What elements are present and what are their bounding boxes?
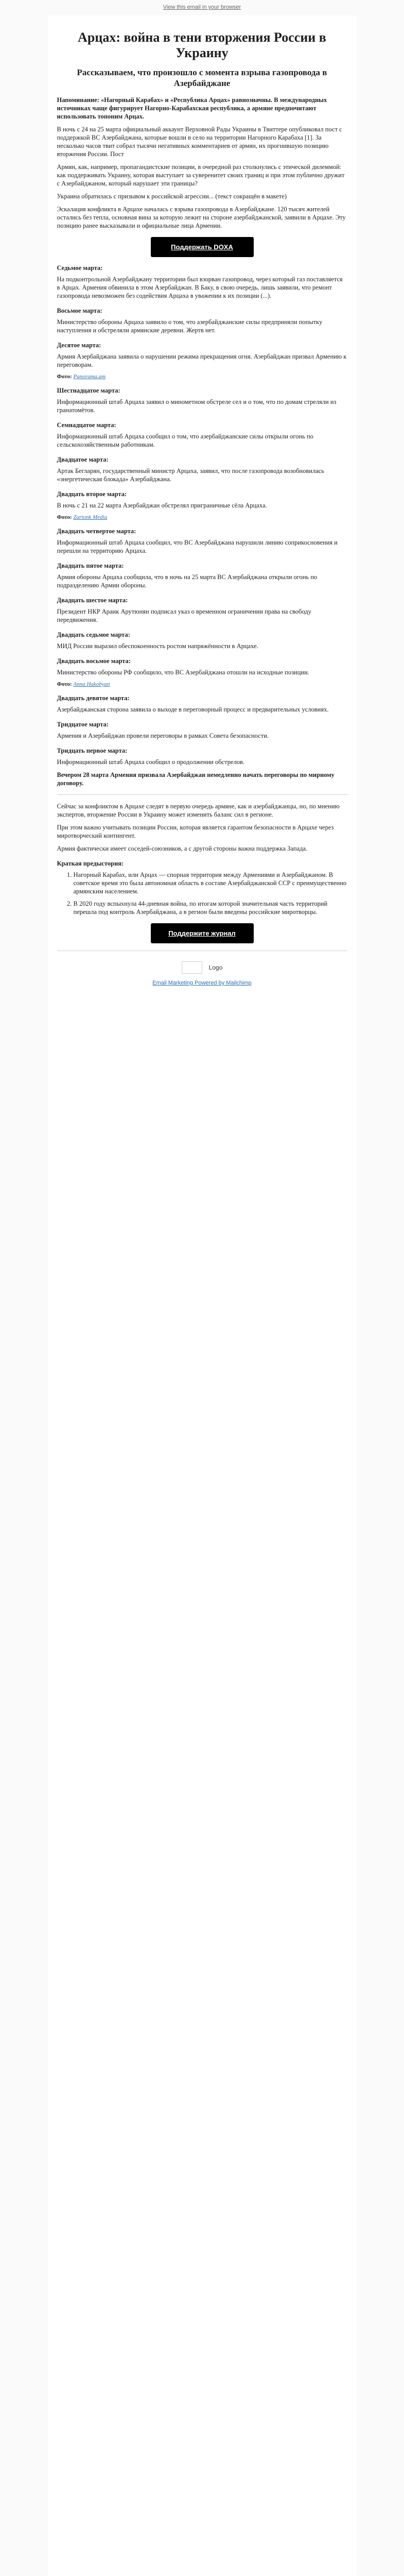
section-body: Информационный штаб Арцаха сообщил о продолжении обстрелов. <box>57 758 245 766</box>
timeline-section-2 <box>57 387 347 510</box>
donate-button[interactable]: Поддержать DOXA <box>151 237 254 257</box>
list-item: 2. В 2020 году вспыхнула 44-дневная война, по итогам которой значительная часть территорий перешла под контроль Азербайджана, а в регион были введены российские миротворцы. <box>74 900 347 916</box>
section-title: Двадцать восьмое марта: <box>57 657 131 665</box>
background-title: Краткая предыстория: <box>57 860 124 867</box>
closing-note: Вечером 28 марта Армения призвала Азербайджан немедленно начать переговоры по мирному договору. <box>57 771 335 787</box>
list-item: 1. Нагорный Карабах, или Арцах — спорная территория между Армениями и Азербайджаном. В советское время это была автономная область в составе Азербайджанской ССР с преимущественно армянским населением. <box>74 871 347 895</box>
divider <box>57 794 347 795</box>
section-body: МИД России выразил обеспокоенность ростом напряжённости в Арцахе. <box>57 642 258 650</box>
intro-paragraph-4: Эскалация конфликта в Арцахе началась с взрыва газопровода в Азербайджане. 120 тысяч жителей остались без тепла, основная вина за которую лежит на стороне азербайджанской, заявили в Арцахе. Эту позицию ранее высказывали и официальные лица Армении. <box>57 206 346 229</box>
topbar <box>0 0 404 15</box>
section-body: На подконтрольной Азербайджану территории был взорван газопровод, через который газ поставляется в Арцах. Армения обвинила в этом Азербайджан. В Баку, в свою очередь, лишь заявили, что ремонт газопровода невозможен без содействия Арцаха в уважении к их позиции (...). <box>57 276 343 299</box>
section-body: В ночь с 21 на 22 марта Азербайджан обстрелял приграничные сёла Арцаха. <box>57 502 267 509</box>
photo-credit-2: Фото: Zartonk Media <box>57 514 108 520</box>
photo-credit-3: Фото: Anna Hakobyan <box>57 681 110 687</box>
photo-source-link[interactable]: Anna Hakobyan <box>73 681 110 687</box>
section-body: Министерство обороны Арцаха заявило о том, что азербайджанские силы предприняли попытку наступления и обстреляли армянские деревни. Жертв нет. <box>57 318 323 334</box>
subscribe-button[interactable]: Поддержите журнал <box>151 923 254 943</box>
timeline-section-4 <box>57 694 347 766</box>
section-title: Двадцать седьмое марта: <box>57 631 130 638</box>
middle-paragraph-1: Сейчас за конфликтом в Арцахе следят в первую очередь армяне, как и азербайджанцы, но, по мнению экспертов, вторжение России в Украину может изменить баланс сил в регионе. <box>57 803 340 818</box>
section-body: Информационный штаб Арцаха сообщил, что ВС Азербайджана нарушили линию соприкосновения и перешли на территорию Арцаха. <box>57 539 338 554</box>
timeline-section-1 <box>57 264 347 369</box>
timeline-section-3 <box>57 528 347 676</box>
photo-credit-1: Фото: Panorama.am <box>57 374 106 380</box>
section-title: Десятое марта: <box>57 342 101 349</box>
logo-text: Logo <box>208 964 223 971</box>
logo-icon <box>182 961 202 974</box>
section-title: Двадцать пятое марта: <box>57 562 124 569</box>
section-body: Министерство обороны РФ сообщило, что ВС Азербайджана отошли на исходные позиции. <box>57 669 309 676</box>
section-body: Армения и Азербайджан провели переговоры в рамках Совета безопасности. <box>57 732 269 739</box>
section-body: Президент НКР Араик Арутюнян подписал указ о временном ограничении права на свободу передвижения. <box>57 608 311 623</box>
lead-note: Напоминание: «Нагорный Карабах» и «Республика Арцах» равнозначны. В международных источниках чаще фигурирует Нагорно-Карабахская республика, а армяне предпочитают использовать топоним Арцах. <box>57 96 327 120</box>
middle-paragraph-2: При этом важно учитывать позиции России, которая является гарантом безопасности в Арцахе через миротворческий контингент. <box>57 824 334 839</box>
section-body: Азербайджанская сторона заявила о выходе в переговорный процесс и предварительных условиях. <box>57 706 329 713</box>
page-title: Арцах: война в тени вторжения России в Украину <box>78 30 326 60</box>
section-title: Семнадцатое марта: <box>57 421 116 429</box>
section-title: Двадцать четвертое марта: <box>57 528 136 535</box>
page-subtitle: Рассказываем, что произошло с момента взрыва газопровода в Азербайджане <box>77 67 327 88</box>
photo-source-link[interactable]: Zartonk Media <box>73 514 108 520</box>
section-title: Тридцатое марта: <box>57 721 109 728</box>
background-list <box>66 871 347 916</box>
section-body: Артак Бегларян, государственный министр Арцаха, заявил, что после газопровода возобновилась «энергетическая блокада» Азербайджана. <box>57 467 325 483</box>
mailchimp-link[interactable]: Email Marketing Powered by Mailchimp <box>152 980 252 986</box>
section-title: Двадцать шестое марта: <box>57 597 128 604</box>
intro-paragraph-3: Украина обратилась с призывом к российской агрессии... (текст сокращён в макете) <box>57 193 287 200</box>
section-title: Двадцать девятое марта: <box>57 694 130 702</box>
section-title: Восьмое марта: <box>57 307 102 314</box>
section-body: Информационный штаб Арцаха сообщил о том, что азербайджанские силы открыли огонь по сельскохозяйственным работникам. <box>57 433 313 448</box>
middle-paragraph-3: Армия фактически имеет соседей-союзников, а с другой стороны важна поддержка Запада. <box>57 845 308 852</box>
newsletter-column <box>48 15 357 2576</box>
intro-paragraph-1: В ночь с 24 на 25 марта официальный аккаунт Верховной Рады Украины в Твиттере опубликовал пост с поддержкой ВС Азербайджана, которые вошли в село на территории Нагорного Карабаха [1]. За несколько часов твит собрал тысячи негативных комментариев от армян, их прогнившую позицию вторжения России. Пост <box>57 126 342 158</box>
section-title: Двадцать второе марта: <box>57 490 127 498</box>
section-title: Шестнадцатое марта: <box>57 387 120 394</box>
section-title: Двадцатое марта: <box>57 456 109 463</box>
footer <box>57 961 347 986</box>
view-in-browser-link[interactable]: View this email in your browser <box>163 4 241 10</box>
section-body: Армия обороны Арцаха сообщила, что в ночь на 25 марта ВС Азербайджана открыли огонь по подразделению Армии обороны. <box>57 573 318 589</box>
intro-paragraph-2: Армян, как, например, пропагандистские позиции, в очередной раз столкнулись с этической дилеммой: как поддерживать Украину, которая выступает за суверенитет своих границ и при этом публично дружит с Азербайджаном, который нарушает эти границы? <box>57 163 345 187</box>
section-body: Информационный штаб Арцаха заявил о минометном обстреле сел и о том, что по домам стреляли из гранатомётов. <box>57 398 337 414</box>
section-title: Седьмое марта: <box>57 264 103 272</box>
photo-source-link[interactable]: Panorama.am <box>73 374 106 380</box>
section-title: Тридцать первое марта: <box>57 747 128 754</box>
section-body: Армия Азербайджана заявила о нарушении режима прекращения огня. Азербайджан призвал Армению к переговорам. <box>57 353 347 368</box>
